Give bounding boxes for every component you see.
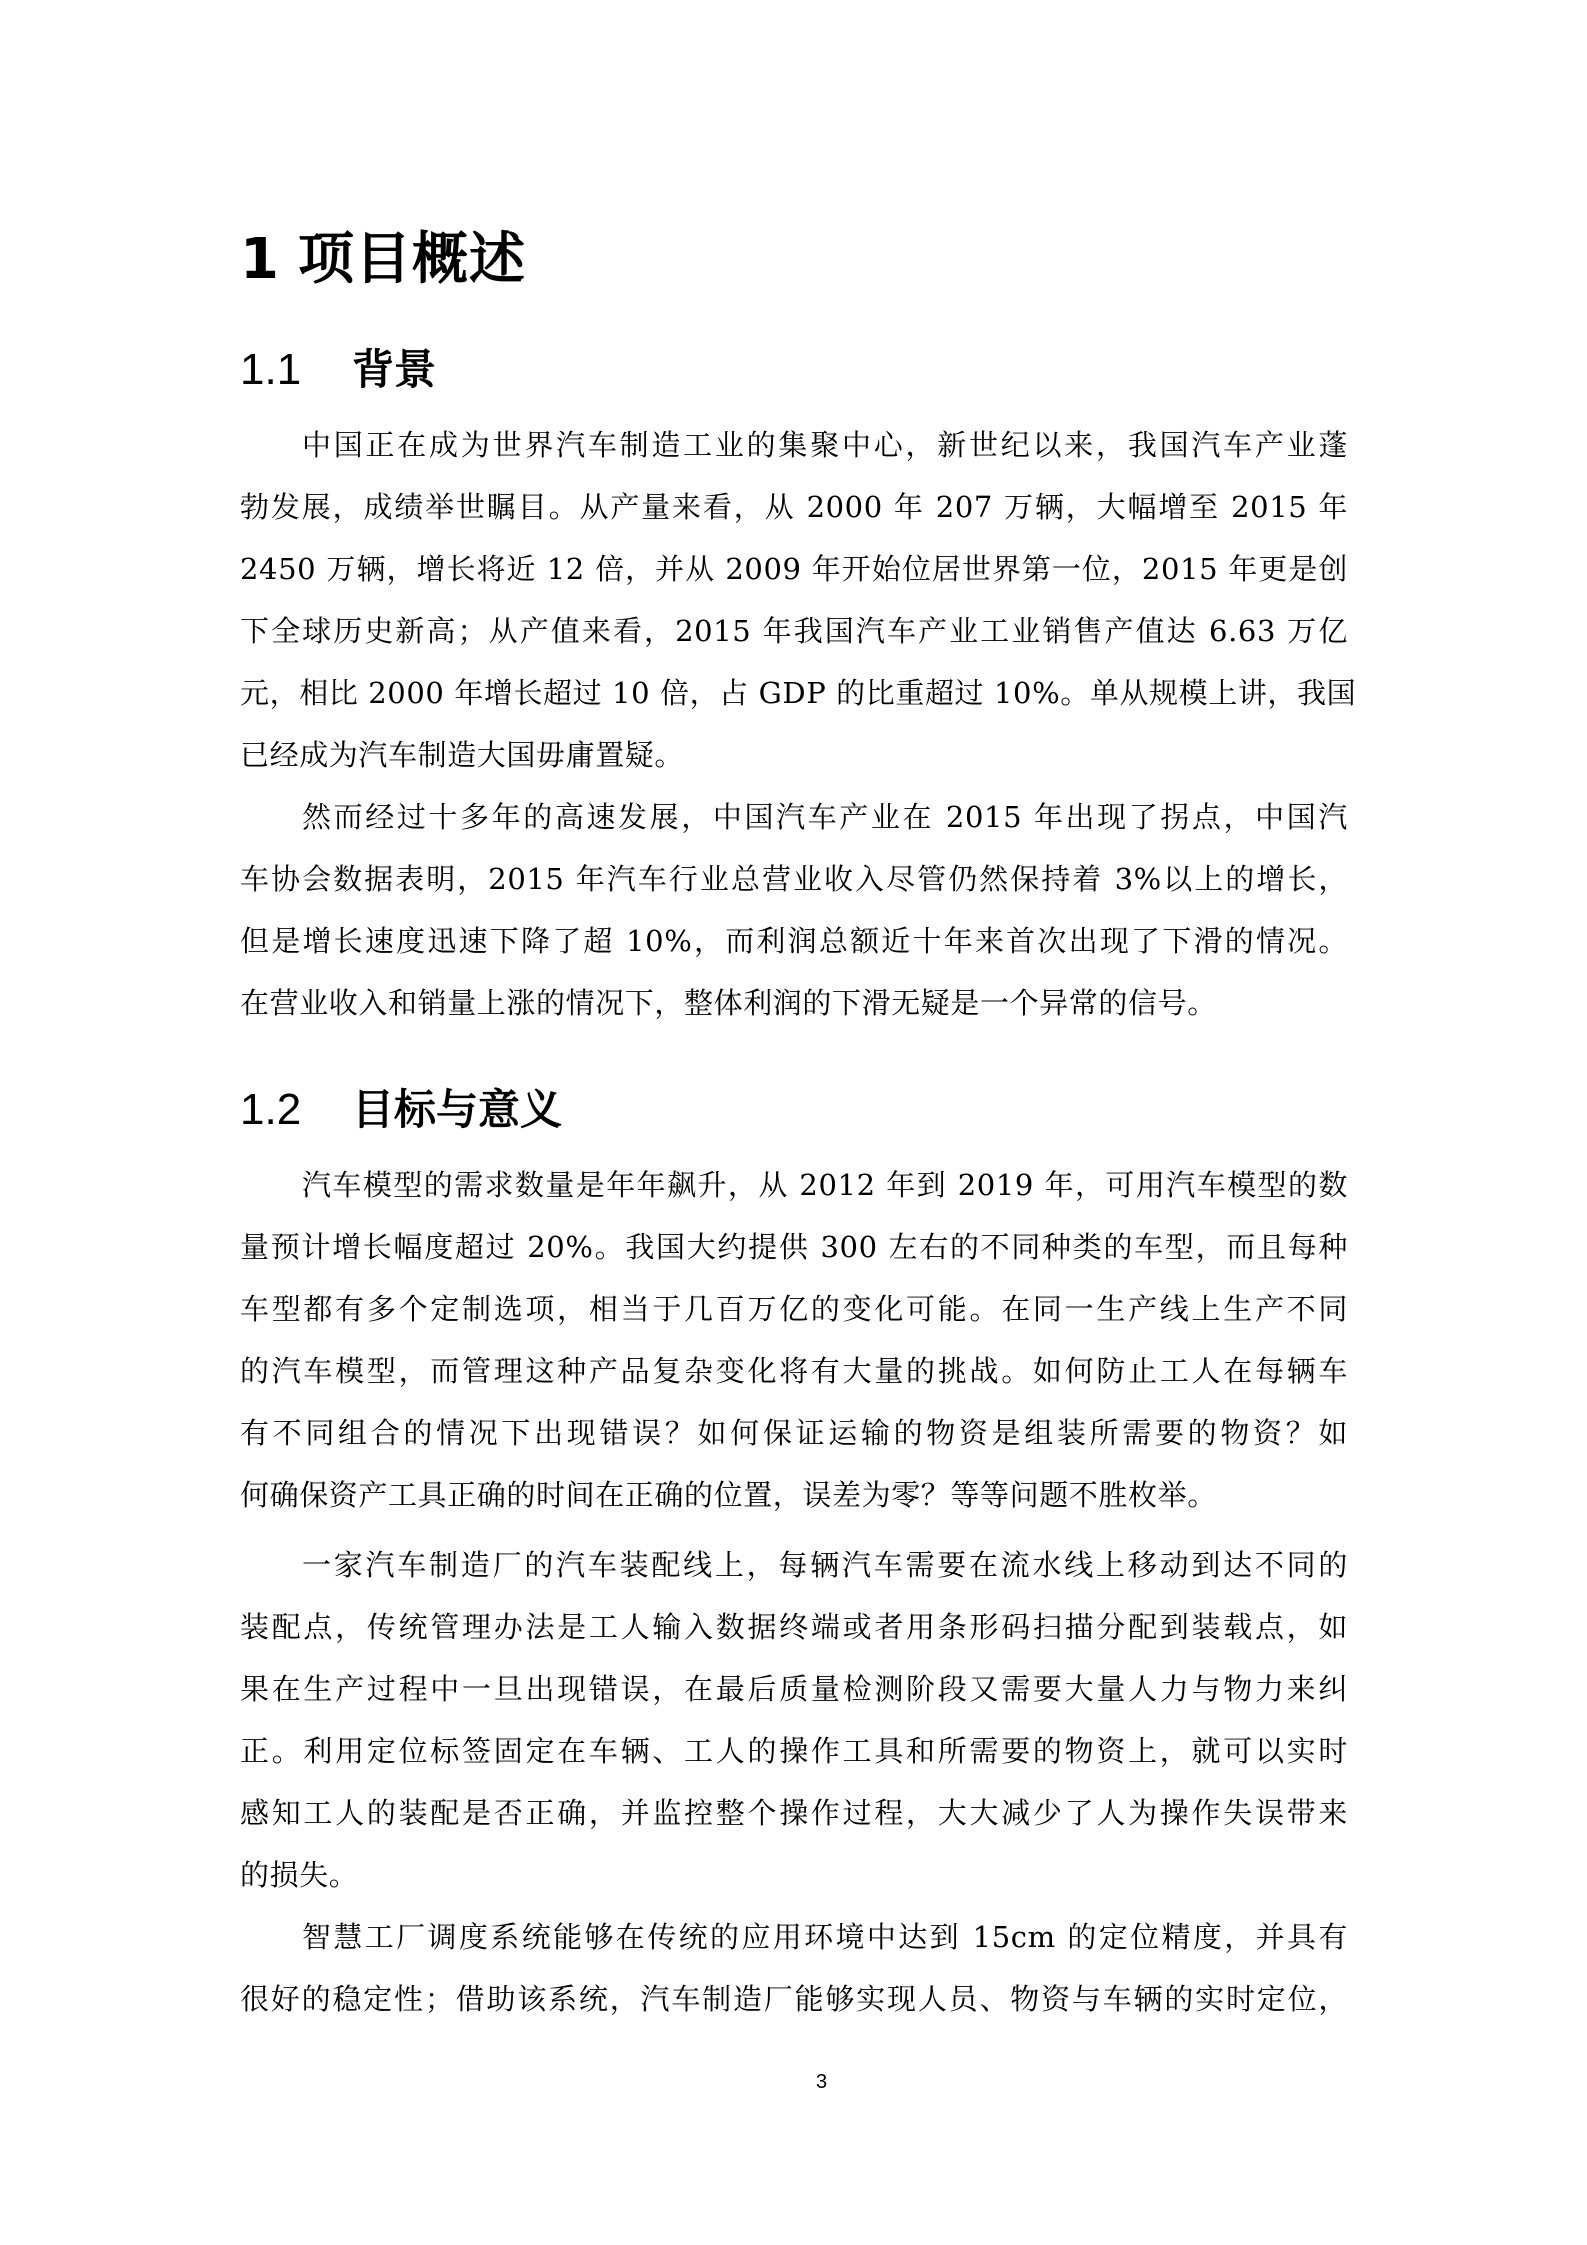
text-line: 然而经过十多年的高速发展，中国汽车产业在 2015 年出现了拐点，中国汽 xyxy=(302,800,1348,834)
section-title: 目标与意义 xyxy=(352,1085,563,1134)
chapter-heading xyxy=(240,225,526,295)
paragraph-background-1 xyxy=(240,414,1357,786)
text-line: 装配点，传统管理办法是工人输入数据终端或者用条形码扫描分配到装载点，如 xyxy=(240,1610,1348,1644)
text-line: 但是增长速度迅速下降了超 10%，而利润总额近十年来首次出现了下滑的情况。 xyxy=(240,924,1348,958)
section-number: 1.1 xyxy=(240,345,302,394)
text-line: 汽车模型的需求数量是年年飙升，从 2012 年到 2019 年，可用汽车模型的数 xyxy=(302,1168,1348,1202)
paragraph-goals-3 xyxy=(240,1906,1348,2030)
section-title: 背景 xyxy=(352,345,437,394)
text-line: 的损失。 xyxy=(240,1858,359,1892)
text-line: 车型都有多个定制选项，相当于几百万亿的变化可能。在同一生产线上生产不同 xyxy=(240,1292,1348,1326)
text-line: 量预计增长幅度超过 20%。我国大约提供 300 左右的不同种类的车型，而且每种 xyxy=(240,1230,1348,1264)
section-number: 1.2 xyxy=(240,1085,302,1134)
text-line: 2450 万辆，增长将近 12 倍，并从 2009 年开始位居世界第一位，2015 年更是创 xyxy=(240,552,1348,586)
text-line: 很好的稳定性；借助该系统，汽车制造厂能够实现人员、物资与车辆的实时定位， xyxy=(240,1982,1348,2016)
text-line: 何确保资产工具正确的时间在正确的位置，误差为零？等等问题不胜枚举。 xyxy=(240,1478,1217,1512)
text-line: 智慧工厂调度系统能够在传统的应用环境中达到 15cm 的定位精度，并具有 xyxy=(302,1920,1348,1954)
paragraph-background-2 xyxy=(240,786,1348,1034)
text-line: 在营业收入和销量上涨的情况下，整体利润的下滑无疑是一个异常的信号。 xyxy=(240,986,1217,1020)
chapter-title: 项目概述 xyxy=(297,227,526,292)
text-line: 有不同组合的情况下出现错误？如何保证运输的物资是组装所需要的物资？如 xyxy=(240,1416,1348,1450)
text-line: 中国正在成为世界汽车制造工业的集聚中心，新世纪以来，我国汽车产业蓬 xyxy=(302,428,1348,462)
paragraph-goals-1 xyxy=(240,1154,1348,1526)
text-line: 车协会数据表明，2015 年汽车行业总营业收入尽管仍然保持着 3%以上的增长， xyxy=(240,862,1348,896)
text-line: 正。利用定位标签固定在车辆、工人的操作工具和所需要的物资上，就可以实时 xyxy=(240,1734,1348,1768)
page-number: 3 xyxy=(815,2071,828,2093)
text-line: 元，相比 2000 年增长超过 10 倍，占 GDP 的比重超过 10%。单从规模上讲，我国 xyxy=(240,676,1357,710)
text-line: 果在生产过程中一旦出现错误，在最后质量检测阶段又需要大量人力与物力来纠 xyxy=(240,1672,1348,1706)
text-line: 的汽车模型，而管理这种产品复杂变化将有大量的挑战。如何防止工人在每辆车 xyxy=(240,1354,1348,1388)
paragraph-goals-2 xyxy=(240,1534,1348,1906)
chapter-number: 1 xyxy=(240,227,280,292)
section-heading-goals xyxy=(240,1082,562,1138)
text-line: 感知工人的装配是否正确，并监控整个操作过程，大大减少了人为操作失误带来 xyxy=(240,1796,1348,1830)
section-heading-background xyxy=(240,342,436,398)
text-line: 勃发展，成绩举世瞩目。从产量来看，从 2000 年 207 万辆，大幅增至 2015 年 xyxy=(240,490,1348,524)
text-line: 一家汽车制造厂的汽车装配线上，每辆汽车需要在流水线上移动到达不同的 xyxy=(302,1548,1348,1582)
text-line: 已经成为汽车制造大国毋庸置疑。 xyxy=(240,738,685,772)
text-line: 下全球历史新高；从产值来看，2015 年我国汽车产业工业销售产值达 6.63 万亿 xyxy=(240,614,1348,648)
